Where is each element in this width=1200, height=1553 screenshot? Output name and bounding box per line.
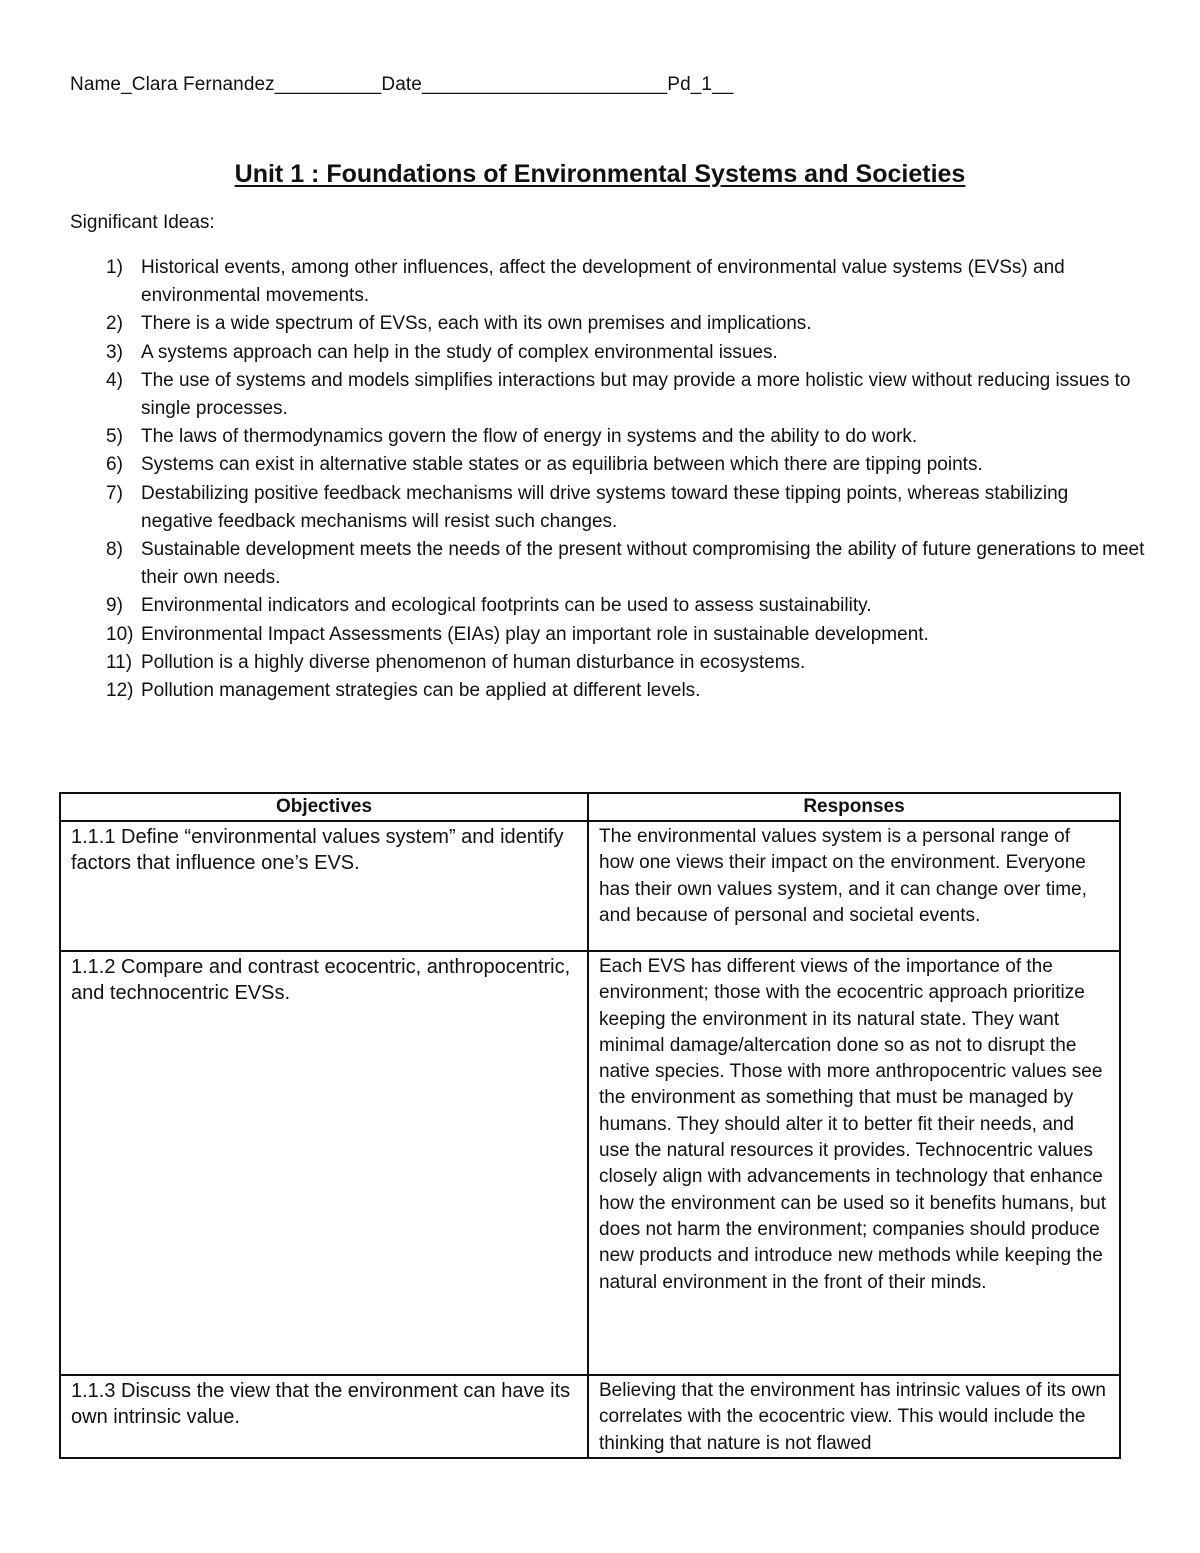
list-item-number: 10) (106, 623, 134, 645)
list-item (70, 451, 1145, 479)
list-item (70, 677, 1145, 705)
table-row (60, 951, 1120, 1375)
list-item-number: 8) (106, 539, 123, 561)
list-item-number: 2) (106, 313, 123, 335)
response-cell[interactable]: The environmental values system is a personal range of how one views their impact on the environment. Everyone has their own values system, and it can change over time, and because of personal and societal events. (588, 821, 1120, 951)
list-item (70, 649, 1145, 677)
list-item-text: Destabilizing positive feedback mechanisms will drive systems toward these tipping points, whereas stabilizing negative feedback mechanisms will resist such changes. (141, 482, 1069, 532)
list-item-text: Environmental Impact Assessments (EIAs) play an important role in sustainable development. (141, 623, 929, 645)
table-header-row (60, 793, 1120, 821)
significant-ideas-list (70, 254, 1145, 705)
list-item-text: There is a wide spectrum of EVSs, each with its own premises and implications. (141, 313, 812, 335)
list-item (70, 423, 1145, 451)
list-item-text: Sustainable development meets the needs of the present without compromising the ability of future generations to meet their own needs. (141, 539, 1145, 589)
list-item (70, 339, 1145, 367)
table-row (60, 1375, 1120, 1458)
list-item-number: 4) (106, 369, 123, 391)
list-item-text: The laws of thermodynamics govern the flow of energy in systems and the ability to do work. (141, 426, 918, 448)
list-item (70, 592, 1145, 620)
list-item (70, 367, 1145, 423)
list-item-number: 11) (106, 651, 133, 673)
response-cell[interactable]: Each EVS has different views of the importance of the environment; those with the ecocentric approach prioritize keeping the environment in its natural state. They want minimal damage/altercation done so as not to disrupt the native species. Those with more anthropocentric values see the environment as something that must be managed by humans. They should alter it to better fit their needs, and use the natural resources it provides. Technocentric values closely align with advancements in technology that enhance how the environment can be used so it benefits humans, but does not harm the environment; companies should produce new products and introduce new methods while keeping the natural environment in the front of their minds. (588, 951, 1120, 1375)
page-title: Unit 1 : Foundations of Environmental Systems and Societies (234, 160, 966, 188)
student-header-line: Name_Clara Fernandez__________Date_______________________Pd_1__ (70, 74, 734, 95)
list-item-number: 9) (106, 595, 123, 617)
list-item-number: 6) (106, 454, 123, 476)
list-item (70, 536, 1145, 592)
list-item-text: Pollution management strategies can be applied at different levels. (141, 680, 701, 702)
objectives-column-header: Objectives (60, 793, 588, 821)
list-item-number: 7) (106, 482, 123, 504)
list-item-text: Environmental indicators and ecological footprints can be used to assess sustainability. (141, 595, 872, 617)
list-item (70, 621, 1145, 649)
significant-ideas-heading: Significant Ideas: (70, 212, 215, 233)
responses-column-header: Responses (588, 793, 1120, 821)
response-cell[interactable]: Believing that the environment has intrinsic values of its own correlates with the ecocentric view. This would include the thinking that nature is not flawed (588, 1375, 1120, 1458)
list-item-number: 3) (106, 341, 123, 363)
list-item-text: Pollution is a highly diverse phenomenon of human disturbance in ecosystems. (141, 651, 806, 673)
list-item-number: 12) (106, 680, 134, 702)
table-row (60, 821, 1120, 951)
objective-cell: 1.1.2 Compare and contrast ecocentric, anthropocentric, and technocentric EVSs. (60, 951, 588, 1375)
objectives-table (59, 792, 1121, 1459)
list-item-text: Systems can exist in alternative stable states or as equilibria between which there are tipping points. (141, 454, 983, 476)
objective-cell: 1.1.3 Discuss the view that the environment can have its own intrinsic value. (60, 1375, 588, 1458)
list-item-number: 1) (106, 257, 123, 278)
list-item (70, 480, 1145, 536)
list-item (70, 254, 1145, 310)
list-item-text: Historical events, among other influences, affect the development of environmental value systems (EVSs) and environmental movements. (141, 257, 1065, 307)
list-item-number: 5) (106, 426, 123, 448)
list-item-text: A systems approach can help in the study of complex environmental issues. (141, 341, 778, 363)
list-item (70, 310, 1145, 338)
list-item-text: The use of systems and models simplifies interactions but may provide a more holistic view without reducing issues to single processes. (141, 369, 1131, 420)
objective-cell: 1.1.1 Define “environmental values system” and identify factors that influence one’s EVS. (60, 821, 588, 951)
